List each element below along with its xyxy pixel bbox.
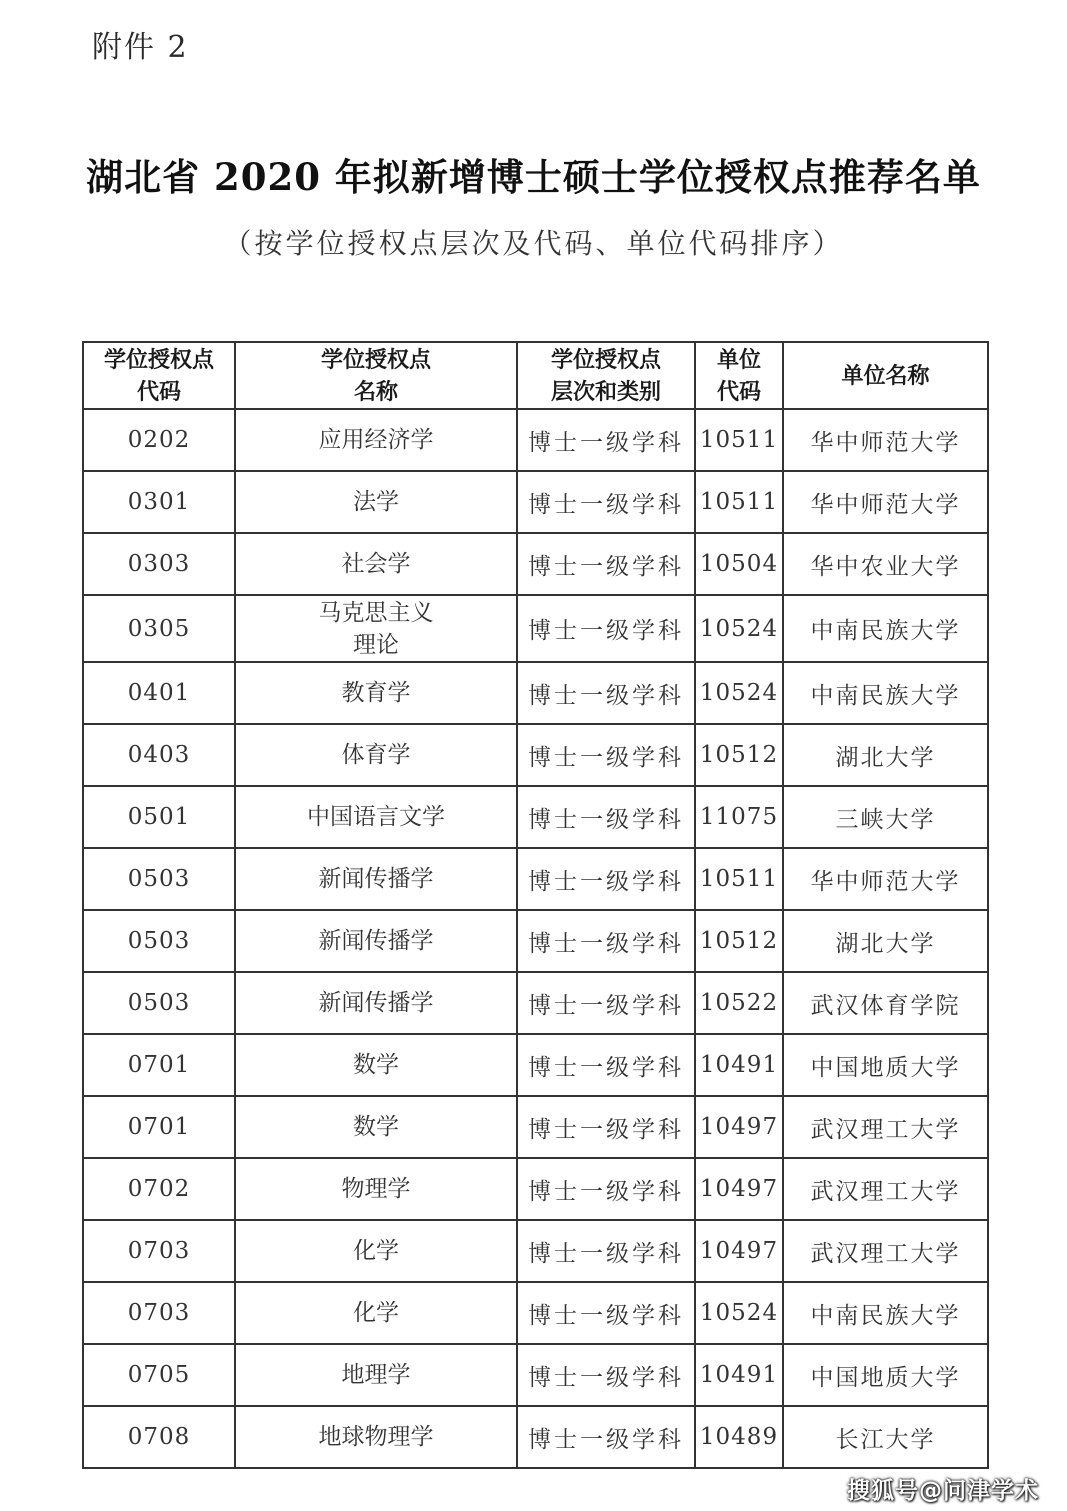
cell-name-line: 化学	[353, 1300, 399, 1326]
table-row	[83, 1406, 988, 1468]
cell-level: 博士一级学科	[517, 972, 695, 1034]
table-row	[83, 1158, 988, 1220]
cell-level: 博士一级学科	[517, 533, 695, 595]
cell-code: 0403	[83, 724, 235, 786]
cell-unit-name: 湖北大学	[783, 724, 988, 786]
cell-name	[235, 724, 517, 786]
cell-code: 0703	[83, 1282, 235, 1344]
table-row	[83, 1034, 988, 1096]
header-name	[235, 342, 517, 409]
cell-level: 博士一级学科	[517, 1282, 695, 1344]
table-row	[83, 1282, 988, 1344]
cell-code: 0705	[83, 1344, 235, 1406]
cell-unit-name: 华中师范大学	[783, 471, 988, 533]
cell-name	[235, 1220, 517, 1282]
cell-code: 0501	[83, 786, 235, 848]
cell-unit-name: 中南民族大学	[783, 662, 988, 724]
cell-name-line: 新闻传播学	[318, 990, 434, 1016]
header-level-line2: 层次和类别	[550, 378, 661, 405]
header-code	[83, 342, 235, 409]
cell-unit-name: 中南民族大学	[783, 595, 988, 662]
table-row	[83, 662, 988, 724]
cell-unit-name: 长江大学	[783, 1406, 988, 1468]
cell-name-line: 新闻传播学	[318, 928, 434, 954]
cell-name-line: 地球物理学	[318, 1424, 434, 1450]
cell-unit-code: 10522	[695, 972, 783, 1034]
cell-name	[235, 1282, 517, 1344]
cell-unit-code: 10491	[695, 1034, 783, 1096]
cell-name	[235, 1406, 517, 1468]
table-row	[83, 595, 988, 662]
cell-name-line: 数学	[353, 1114, 399, 1140]
watermark: 搜狐号@问津学术	[847, 1478, 1039, 1504]
cell-name-line: 马克思主义	[318, 599, 434, 626]
header-name-line1: 学位授权点	[320, 346, 431, 373]
table-body	[83, 409, 988, 1468]
cell-name-line: 物理学	[341, 1176, 411, 1202]
cell-code: 0703	[83, 1220, 235, 1282]
cell-code: 0503	[83, 848, 235, 910]
cell-unit-name: 武汉体育学院	[783, 972, 988, 1034]
cell-name-line: 新闻传播学	[318, 866, 434, 892]
header-unit-code	[695, 342, 783, 409]
cell-unit-name: 三峡大学	[783, 786, 988, 848]
cell-unit-name: 武汉理工大学	[783, 1096, 988, 1158]
cell-level: 博士一级学科	[517, 595, 695, 662]
cell-code: 0301	[83, 471, 235, 533]
header-unit-name	[783, 342, 988, 409]
table-row	[83, 471, 988, 533]
cell-name	[235, 533, 517, 595]
table-row	[83, 1344, 988, 1406]
cell-unit-code: 10504	[695, 533, 783, 595]
table-row	[83, 848, 988, 910]
cell-unit-name: 武汉理工大学	[783, 1220, 988, 1282]
cell-unit-name: 华中师范大学	[783, 409, 988, 471]
header-name-line2: 名称	[353, 378, 398, 405]
cell-level: 博士一级学科	[517, 471, 695, 533]
cell-level: 博士一级学科	[517, 662, 695, 724]
cell-unit-code: 10524	[695, 662, 783, 724]
cell-unit-name: 湖北大学	[783, 910, 988, 972]
cell-level: 博士一级学科	[517, 1220, 695, 1282]
cell-name	[235, 595, 517, 662]
cell-unit-code: 10497	[695, 1096, 783, 1158]
document-subtitle: （按学位授权点层次及代码、单位代码排序）	[223, 227, 844, 260]
cell-level: 博士一级学科	[517, 724, 695, 786]
cell-level: 博士一级学科	[517, 1158, 695, 1220]
document-title: 湖北省 2020 年拟新增博士硕士学位授权点推荐名单	[86, 155, 981, 199]
cell-name	[235, 409, 517, 471]
cell-name	[235, 972, 517, 1034]
table-header-row	[83, 342, 988, 409]
table-row	[83, 724, 988, 786]
cell-unit-code: 10524	[695, 1282, 783, 1344]
cell-unit-code: 11075	[695, 786, 783, 848]
cell-unit-code: 10511	[695, 471, 783, 533]
cell-name	[235, 662, 517, 724]
cell-unit-code: 10497	[695, 1158, 783, 1220]
cell-level: 博士一级学科	[517, 1406, 695, 1468]
cell-code: 0202	[83, 409, 235, 471]
cell-code: 0503	[83, 910, 235, 972]
table-row	[83, 786, 988, 848]
cell-name-line: 化学	[353, 1238, 399, 1264]
cell-name-line: 地理学	[341, 1362, 411, 1388]
cell-unit-code: 10497	[695, 1220, 783, 1282]
cell-name-line: 理论	[353, 631, 399, 658]
cell-unit-name: 武汉理工大学	[783, 1158, 988, 1220]
cell-level: 博士一级学科	[517, 1096, 695, 1158]
cell-code: 0708	[83, 1406, 235, 1468]
cell-unit-name: 中南民族大学	[783, 1282, 988, 1344]
cell-name-line: 中国语言文学	[307, 804, 445, 830]
header-unit-code-line1: 单位	[716, 346, 761, 373]
cell-name-line: 法学	[353, 489, 399, 515]
cell-code: 0701	[83, 1034, 235, 1096]
cell-name	[235, 1158, 517, 1220]
cell-unit-name: 华中师范大学	[783, 848, 988, 910]
cell-name	[235, 471, 517, 533]
header-level	[517, 342, 695, 409]
cell-unit-code: 10511	[695, 409, 783, 471]
table-row	[83, 1096, 988, 1158]
cell-name-line: 体育学	[341, 742, 411, 768]
cell-level: 博士一级学科	[517, 786, 695, 848]
attachment-label: 附件 2	[92, 30, 189, 65]
cell-code: 0401	[83, 662, 235, 724]
cell-name-line: 应用经济学	[318, 427, 434, 453]
cell-unit-code: 10489	[695, 1406, 783, 1468]
recommendation-table	[82, 341, 989, 1469]
cell-level: 博士一级学科	[517, 1034, 695, 1096]
cell-name	[235, 1034, 517, 1096]
cell-name	[235, 848, 517, 910]
cell-unit-name: 中国地质大学	[783, 1344, 988, 1406]
table-row	[83, 409, 988, 471]
cell-level: 博士一级学科	[517, 409, 695, 471]
header-level-line1: 学位授权点	[550, 346, 661, 373]
cell-unit-name: 中国地质大学	[783, 1034, 988, 1096]
cell-code: 0303	[83, 533, 235, 595]
header-code-line2: 代码	[136, 378, 181, 405]
cell-unit-code: 10491	[695, 1344, 783, 1406]
cell-name	[235, 786, 517, 848]
header-unit-code-line2: 代码	[716, 378, 761, 405]
cell-name	[235, 910, 517, 972]
table-row	[83, 910, 988, 972]
cell-code: 0503	[83, 972, 235, 1034]
cell-code: 0702	[83, 1158, 235, 1220]
header-code-line1: 学位授权点	[103, 346, 214, 373]
table-row	[83, 533, 988, 595]
cell-level: 博士一级学科	[517, 1344, 695, 1406]
cell-level: 博士一级学科	[517, 848, 695, 910]
table-row	[83, 1220, 988, 1282]
cell-unit-code: 10512	[695, 910, 783, 972]
table-row	[83, 972, 988, 1034]
cell-name-line: 教育学	[341, 680, 411, 706]
cell-code: 0305	[83, 595, 235, 662]
cell-unit-code: 10511	[695, 848, 783, 910]
cell-name	[235, 1096, 517, 1158]
cell-name-line: 社会学	[341, 551, 411, 577]
header-unit-name-line1: 单位名称	[841, 362, 930, 389]
cell-name-line: 数学	[353, 1052, 399, 1078]
cell-name	[235, 1344, 517, 1406]
cell-code: 0701	[83, 1096, 235, 1158]
cell-unit-name: 华中农业大学	[783, 533, 988, 595]
cell-unit-code: 10512	[695, 724, 783, 786]
cell-unit-code: 10524	[695, 595, 783, 662]
cell-level: 博士一级学科	[517, 910, 695, 972]
